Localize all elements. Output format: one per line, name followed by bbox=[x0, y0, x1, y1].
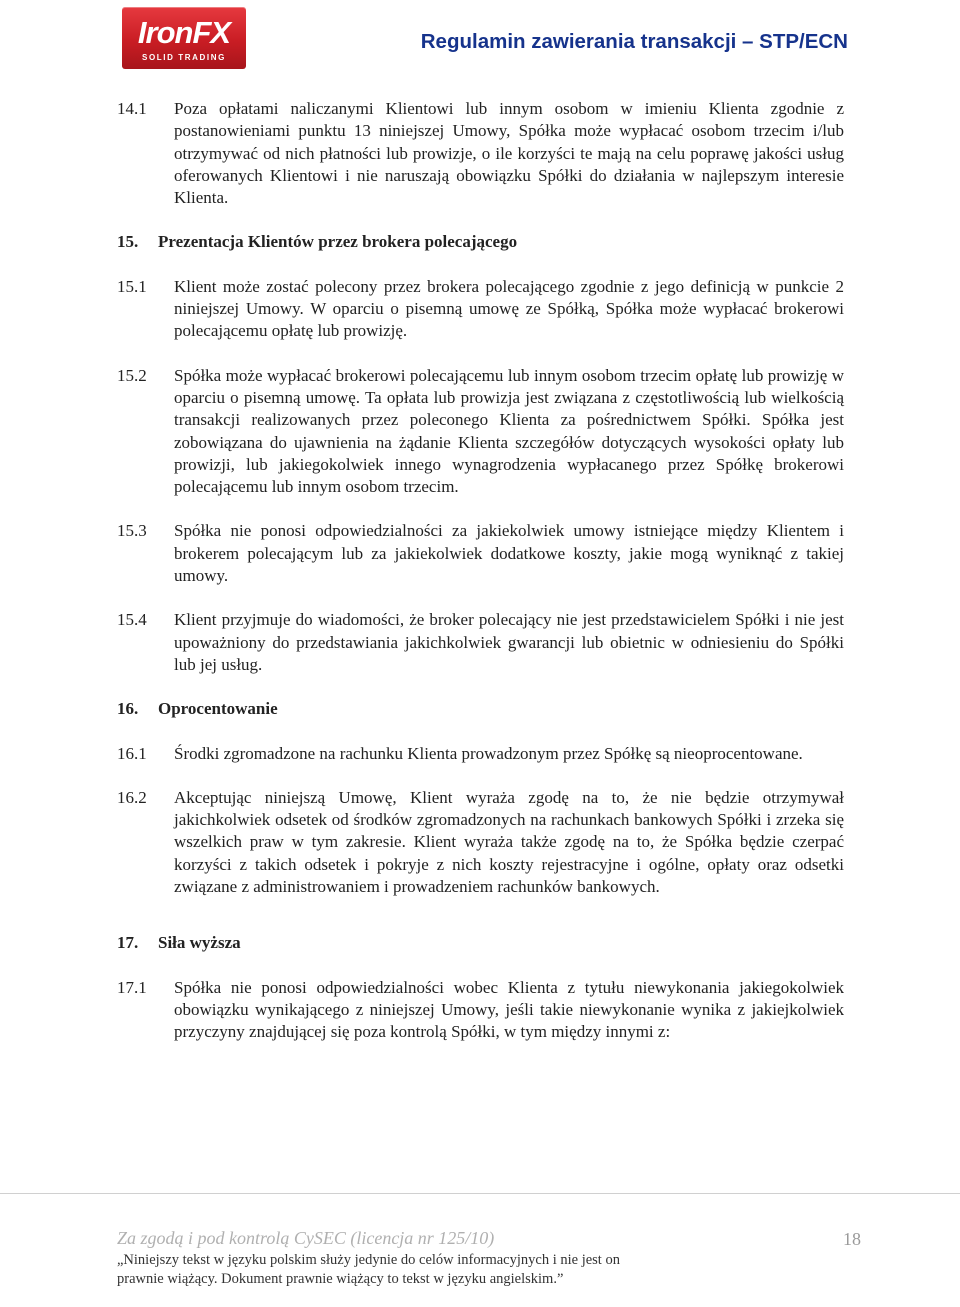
clause-15-1 bbox=[117, 276, 844, 343]
page-number: 18 bbox=[843, 1229, 861, 1249]
clause-number: 14.1 bbox=[117, 99, 147, 118]
clause-16-2 bbox=[117, 787, 844, 898]
section-number: 16. bbox=[117, 699, 139, 719]
clause-text: Klient przyjmuje do wiadomości, że broker polecający nie jest przedstawicielem Spółki i nie jest upoważniony do przedstawiania jakichkolwiek gwarancji lub obietnic w odniesieniu do Spółki lub jej usług. bbox=[174, 610, 844, 674]
clause-17-1 bbox=[117, 977, 844, 1044]
clause-15-3 bbox=[117, 520, 844, 587]
section-number: 17. bbox=[117, 933, 139, 953]
document-title: Regulamin zawierania transakcji – STP/ECN bbox=[420, 30, 848, 53]
document-body bbox=[117, 98, 844, 1066]
clause-number: 15.3 bbox=[117, 521, 147, 541]
clause-16-1 bbox=[117, 743, 844, 765]
section-heading-15 bbox=[117, 231, 844, 253]
footer-disclaimer: „Niniejszy tekst w języku polskim służy jedynie do celów informacyjnych i nie jest on prawnie wiążący. Dokument prawnie wiążący to tekst w języku angielskim.” bbox=[117, 1252, 620, 1287]
section-heading-16 bbox=[117, 698, 844, 720]
footer-approval: Za zgodą i pod kontrolą CySEC (licencja nr 125/10) bbox=[117, 1228, 495, 1248]
clause-text: Środki zgromadzone na rachunku Klienta prowadzonym przez Spółkę są nieoprocentowane. bbox=[174, 743, 803, 763]
section-title: Siła wyższa bbox=[158, 933, 241, 953]
section-number: 15. bbox=[117, 232, 139, 252]
clause-14-1 bbox=[117, 98, 844, 209]
clause-number: 16.1 bbox=[117, 743, 147, 763]
clause-number: 17.1 bbox=[117, 977, 147, 997]
logo-tagline: SOLID TRADING bbox=[142, 53, 226, 62]
clause-number: 15.4 bbox=[117, 610, 147, 630]
clause-text: Spółka nie ponosi odpowiedzialności wobec Klienta z tytułu niewykonania jakiegokolwiek obowiązku wynikającego z niniejszej Umowy, jeśli takie niewykonanie wynika z jakiejkolwiek przyczyny znajdującej się poza kontrolą Spółki, w tym między innymi z: bbox=[174, 977, 844, 1042]
section-title: Oprocentowanie bbox=[158, 699, 278, 719]
clause-number: 15.2 bbox=[117, 365, 147, 385]
clause-text: Akceptując niniejszą Umowę, Klient wyraża zgodę na to, że nie będzie otrzymywał jakichkolwiek odsetek od środków zgromadzonych na rachunkach bankowych Spółki i zrzeka się wszelkich praw w tym zakresie. Klient wyraża także zgodę na to, że Spółka będzie czerpać korzyści z takich odsetek i pokryje z nich koszty rejestracyjne i ogólne, opłaty oraz odsetki związane z administrowaniem i prowadzeniem rachunków bankowych. bbox=[174, 787, 844, 897]
section-heading-17 bbox=[117, 932, 844, 954]
clause-text: Spółka może wypłacać brokerowi polecającemu lub innym osobom trzecim opłatę lub prowizję w oparciu o pisemną umowę. Ta opłata lub prowizja jest związana z częstotliwością lub wielkością transakcji realizowanych przez poleconego Klienta za pośrednictwem Spółki. Spółka jest zobowiązana do ujawnienia na żądanie Klienta szczegółów dotyczących wysokości opłaty lub prowizji, lub jakiegokolwiek innego wynagrodzenia wypłacanego przez Spółkę brokerowi polecającemu lub innym osobom trzecim. bbox=[174, 365, 844, 497]
clause-text: Spółka nie ponosi odpowiedzialności za jakiekolwiek umowy istniejące między Klientem i brokerem polecającym lub za jakiekolwiek dodatkowe koszty, jakie mogą wyniknąć z takiej umowy. bbox=[174, 521, 844, 586]
page-header bbox=[0, 0, 960, 80]
clause-text: Poza opłatami naliczanymi Klientowi lub innym osobom w imieniu Klienta zgodnie z postanowieniami punktu 13 niniejszej Umowy, Spółka może wypłacać osobom trzecim i/lub otrzymywać od nich płatności lub prowizje, o ile korzyści te mają na celu poprawę jakości usług oferowanych Klientowi i nie naruszają obowiązku Spółki do działania w najlepszym interesie Klienta. bbox=[174, 99, 844, 208]
clause-number: 16.2 bbox=[117, 787, 147, 807]
clause-15-2 bbox=[117, 365, 844, 499]
section-spacer bbox=[117, 920, 844, 932]
clause-text: Klient może zostać polecony przez brokera polecającego zgodnie z jego definicją w punkcie 2 niniejszej Umowy. W oparciu o pisemną umowę ze Spółką, Spółka może wypłacać brokerowi polecającemu opłatę lub prowizję. bbox=[174, 276, 844, 341]
section-title: Prezentacja Klientów przez brokera polecającego bbox=[158, 232, 518, 252]
clause-15-4 bbox=[117, 609, 844, 676]
clause-number: 15.1 bbox=[117, 276, 147, 296]
logo-name: IronFX bbox=[137, 15, 231, 50]
ironfx-logo bbox=[122, 7, 246, 69]
footer-divider bbox=[0, 1193, 960, 1194]
